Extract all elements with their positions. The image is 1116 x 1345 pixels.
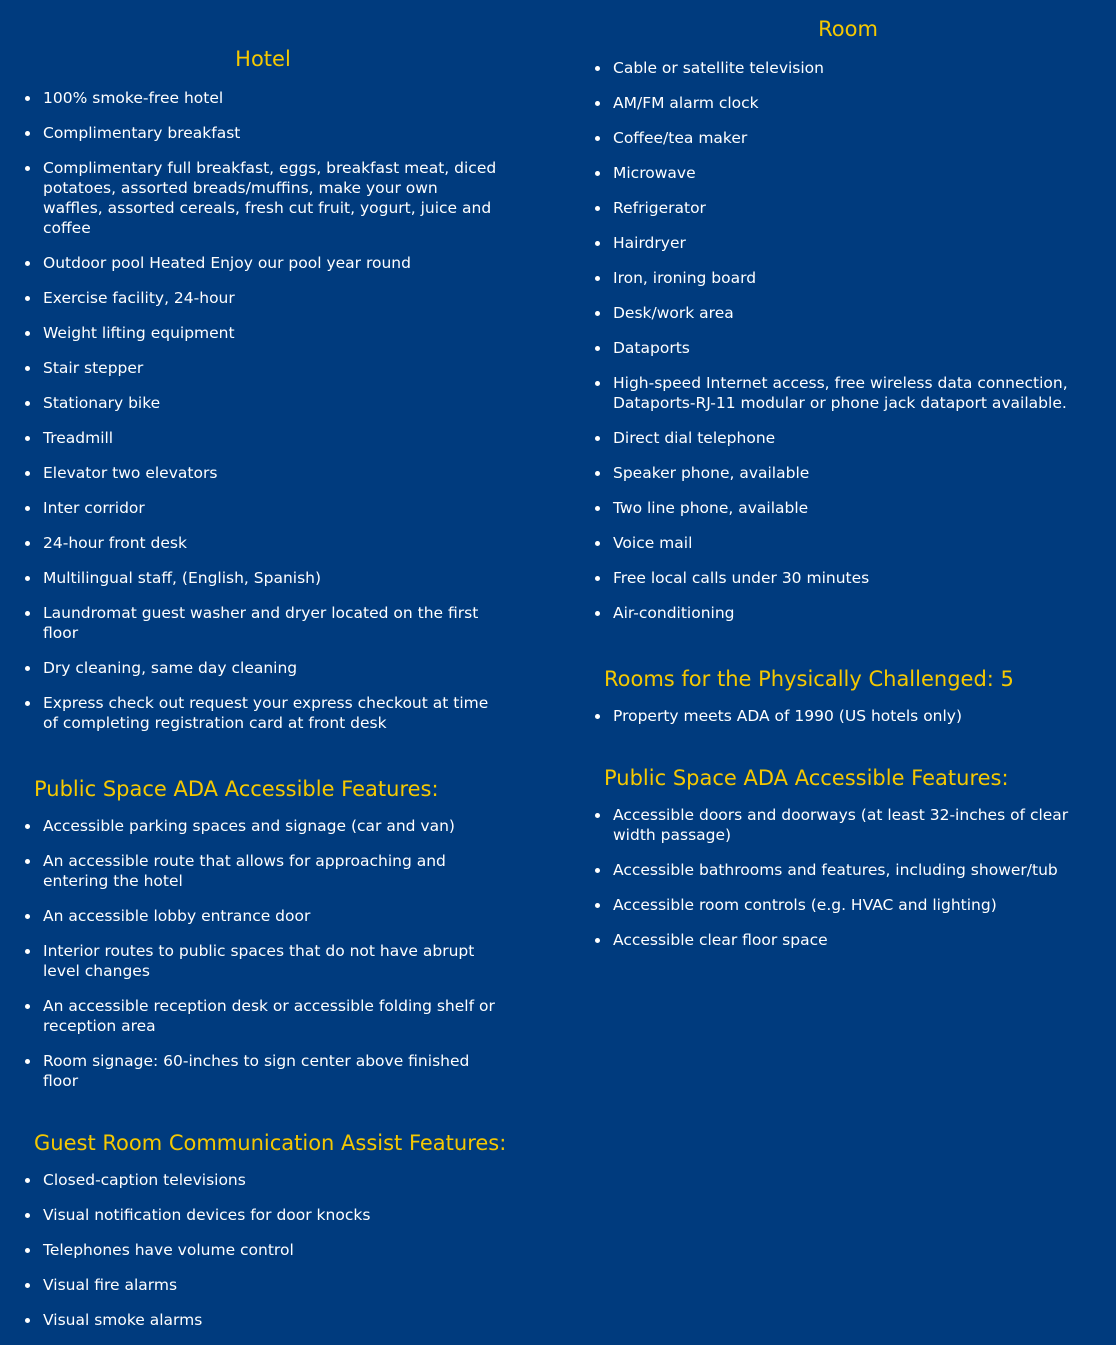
list-item: Laundromat guest washer and dryer located on the first floor: [24, 603, 502, 643]
list-item: Treadmill: [24, 428, 502, 448]
list-item: Air-conditioning: [594, 603, 1094, 623]
list-item: Speaker phone, available: [594, 463, 1094, 483]
list-item: Interior routes to public spaces that do not have abrupt level changes: [24, 941, 502, 981]
list-item: Visual notification devices for door knocks: [24, 1205, 512, 1225]
public-space-left-section: [34, 776, 502, 1106]
list-item: 24-hour front desk: [24, 533, 502, 553]
public-space-right-heading: Public Space ADA Accessible Features:: [604, 766, 1009, 790]
list-item: Two line phone, available: [594, 498, 1094, 518]
list-item: High-speed Internet access, free wireless data connection, Dataports-RJ-11 modular or phone jack dataport available.: [594, 373, 1094, 413]
room-list: [594, 58, 1094, 623]
guest-room-comm-heading: Guest Room Communication Assist Features:: [34, 1131, 507, 1155]
list-item: Stair stepper: [24, 358, 502, 378]
public-space-right-section: [604, 765, 1094, 965]
list-item: Visual smoke alarms: [24, 1310, 512, 1330]
list-item: Iron, ironing board: [594, 268, 1094, 288]
physically-challenged-heading: Rooms for the Physically Challenged: 5: [604, 667, 1014, 691]
public-space-left-list: [24, 816, 502, 1091]
list-item: Accessible parking spaces and signage (car and van): [24, 816, 502, 836]
guest-room-comm-section: [34, 1130, 512, 1345]
list-item: AM/FM alarm clock: [594, 93, 1094, 113]
list-item: An accessible lobby entrance door: [24, 906, 502, 926]
physically-challenged-section: [604, 666, 1094, 741]
list-item: Closed-caption televisions: [24, 1170, 512, 1190]
list-item: 100% smoke-free hotel: [24, 88, 502, 108]
list-item: Express check out request your express checkout at time of completing registration card at front desk: [24, 693, 502, 733]
list-item: Weight lifting equipment: [24, 323, 502, 343]
list-item: Accessible doors and doorways (at least 32-inches of clear width passage): [594, 805, 1094, 845]
list-item: Desk/work area: [594, 303, 1094, 323]
list-item: Voice mail: [594, 533, 1094, 553]
list-item: Inter corridor: [24, 498, 502, 518]
list-item: Complimentary breakfast: [24, 123, 502, 143]
list-item: Dry cleaning, same day cleaning: [24, 658, 502, 678]
guest-room-comm-list: [24, 1170, 512, 1330]
list-item: Elevator two elevators: [24, 463, 502, 483]
list-item: Refrigerator: [594, 198, 1094, 218]
room-section: [594, 16, 1094, 638]
list-item: Hairdryer: [594, 233, 1094, 253]
list-item: Property meets ADA of 1990 (US hotels only): [594, 706, 1094, 726]
list-item: Accessible clear floor space: [594, 930, 1094, 950]
list-item: Accessible bathrooms and features, including shower/tub: [594, 860, 1094, 880]
list-item: Coffee/tea maker: [594, 128, 1094, 148]
list-item: Direct dial telephone: [594, 428, 1094, 448]
list-item: Multilingual staff, (English, Spanish): [24, 568, 502, 588]
list-item: Microwave: [594, 163, 1094, 183]
list-item: Dataports: [594, 338, 1094, 358]
list-item: Free local calls under 30 minutes: [594, 568, 1094, 588]
public-space-left-heading: Public Space ADA Accessible Features:: [34, 777, 439, 801]
physically-challenged-list: [594, 706, 1094, 726]
hotel-section: [24, 46, 502, 748]
list-item: Stationary bike: [24, 393, 502, 413]
hotel-list: [24, 88, 502, 733]
list-item: Visual fire alarms: [24, 1275, 512, 1295]
list-item: Exercise facility, 24-hour: [24, 288, 502, 308]
list-item: An accessible route that allows for approaching and entering the hotel: [24, 851, 502, 891]
list-item: Accessible room controls (e.g. HVAC and lighting): [594, 895, 1094, 915]
list-item: Cable or satellite television: [594, 58, 1094, 78]
list-item: Room signage: 60-inches to sign center above finished floor: [24, 1051, 502, 1091]
hotel-heading: Hotel: [235, 47, 291, 71]
room-heading: Room: [818, 17, 878, 41]
public-space-right-list: [594, 805, 1094, 950]
list-item: Complimentary full breakfast, eggs, breakfast meat, diced potatoes, assorted breads/muffins, make your own waffles, assorted cereals, fresh cut fruit, yogurt, juice and coffee: [24, 158, 502, 238]
list-item: Outdoor pool Heated Enjoy our pool year round: [24, 253, 502, 273]
list-item: Telephones have volume control: [24, 1240, 512, 1260]
list-item: An accessible reception desk or accessible folding shelf or reception area: [24, 996, 502, 1036]
